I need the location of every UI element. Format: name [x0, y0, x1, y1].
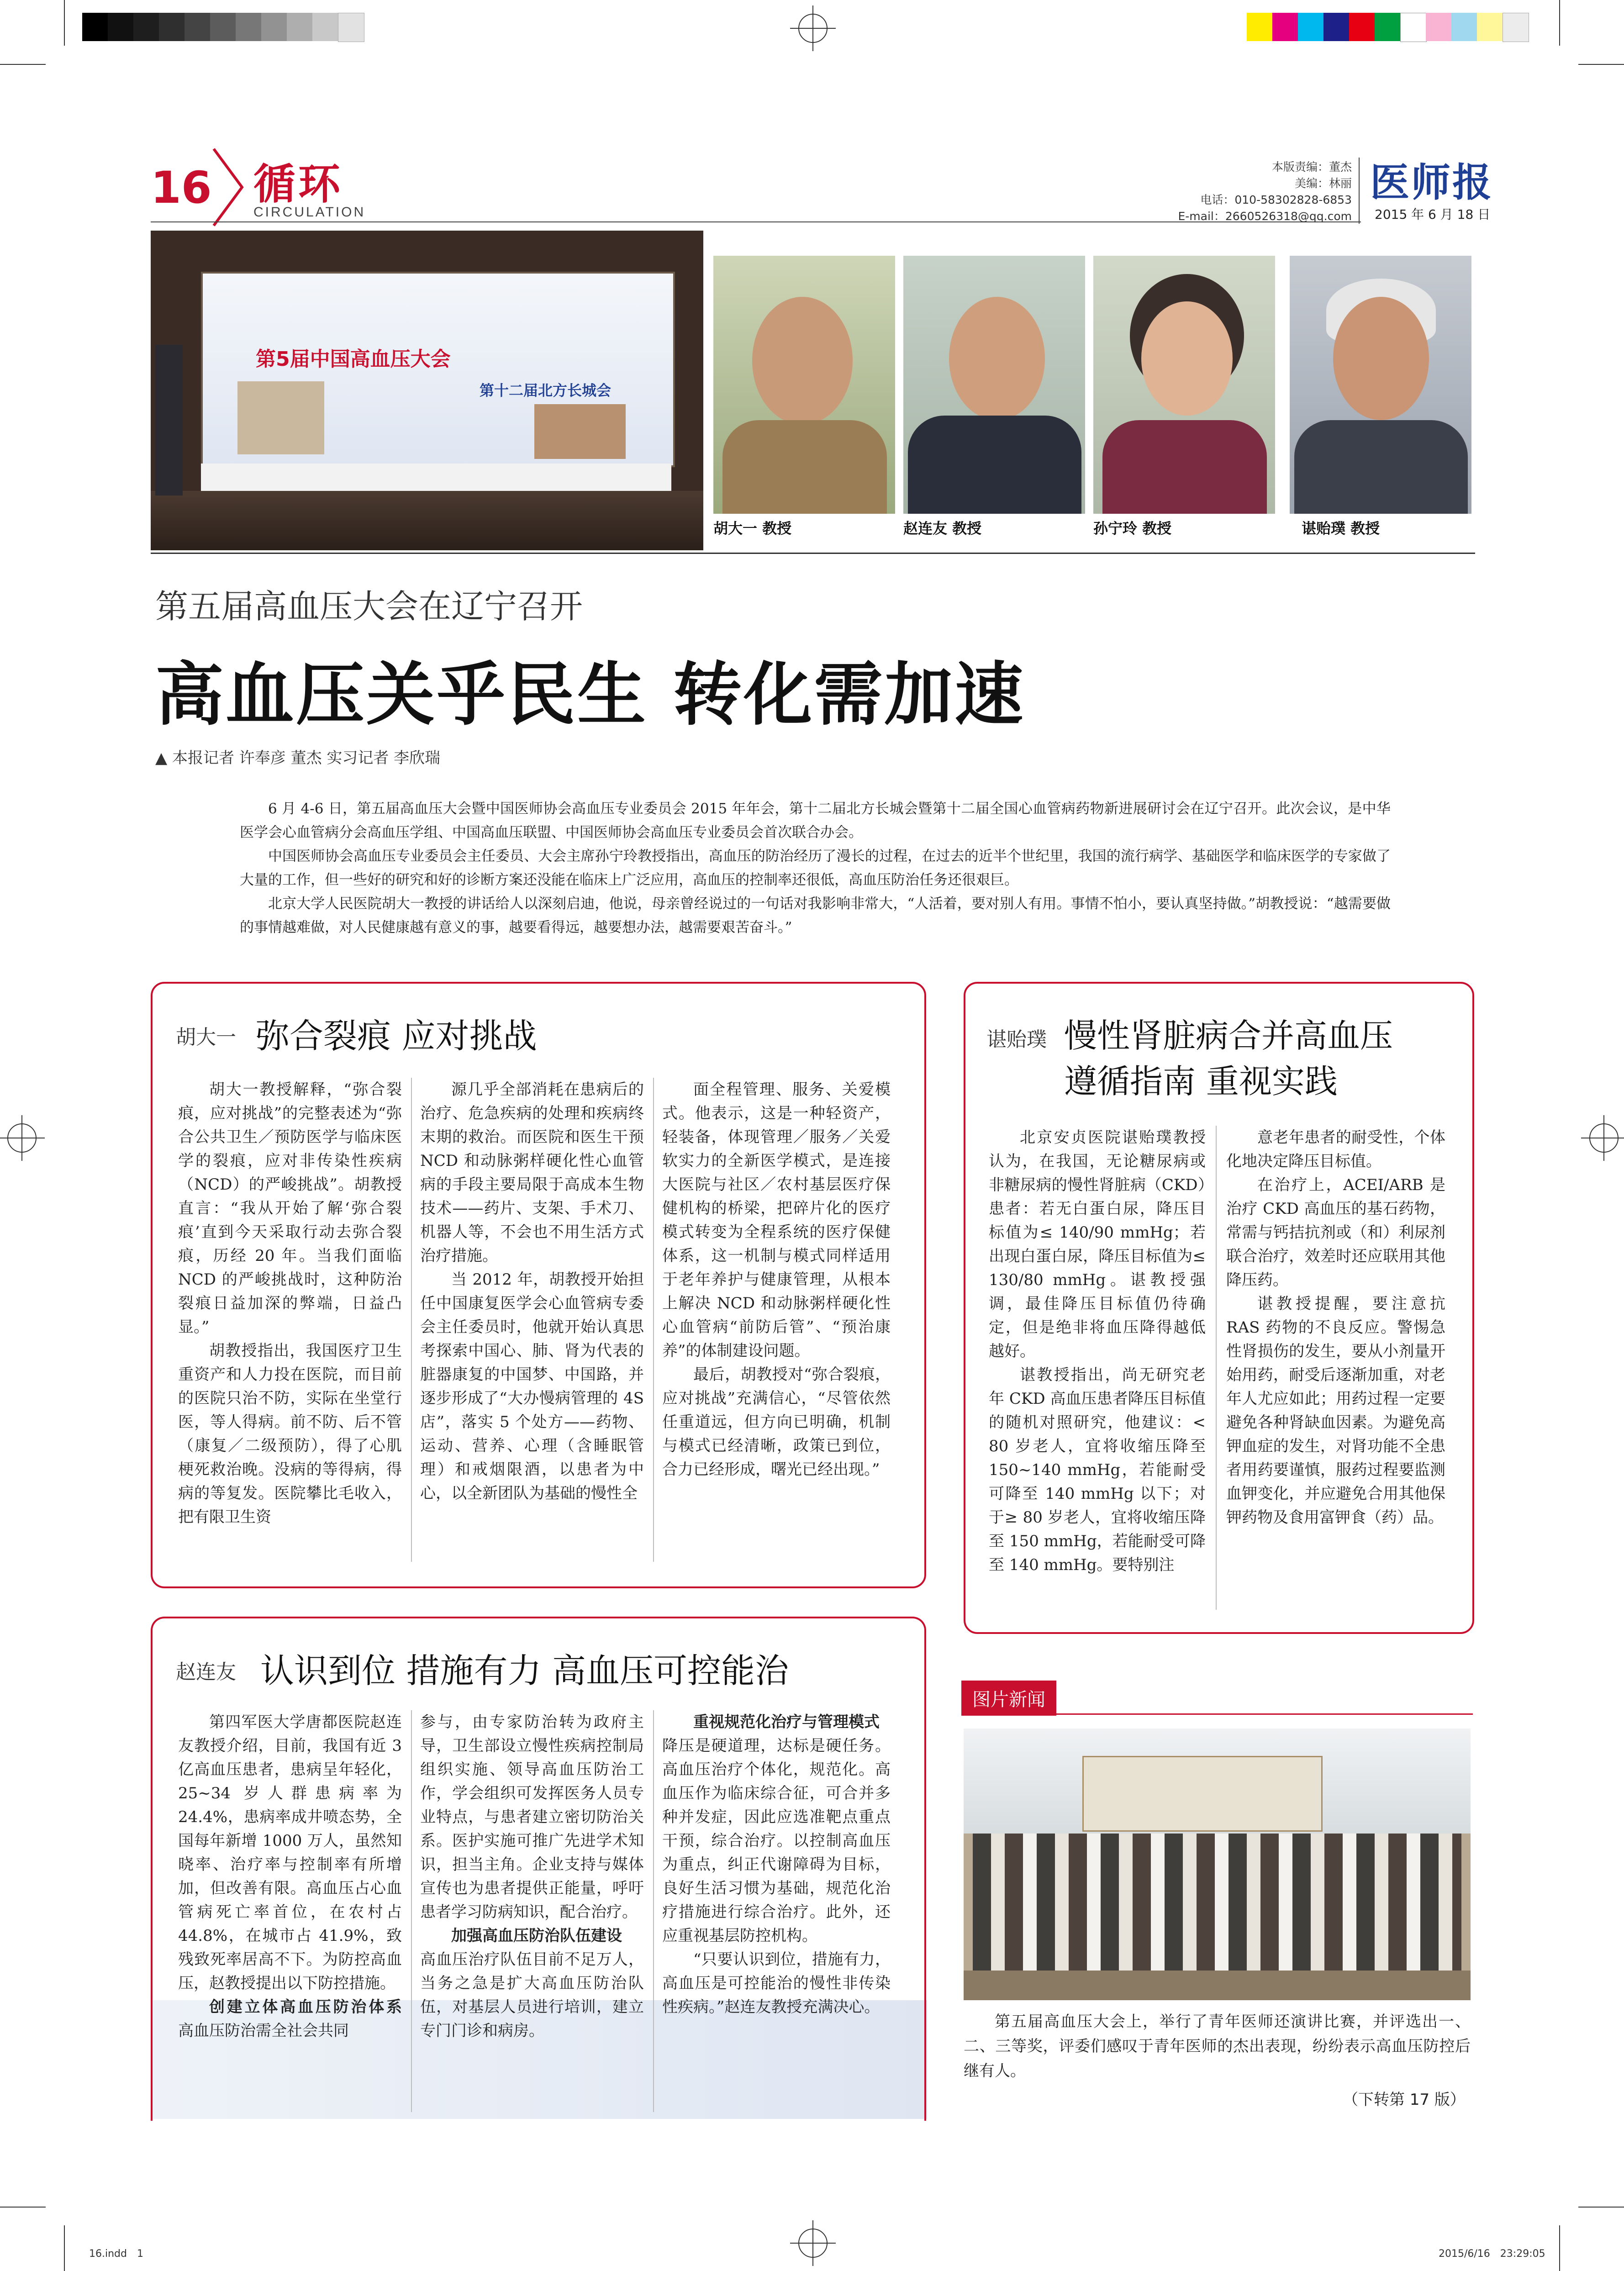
- photo-caption-text: 第五届高血压大会上，举行了青年医师还演讲比赛，并评选出一、二、三等奖，评委们感叹于青年医师的杰出表现，纷纷表示高血压防控后继有人。: [964, 2013, 1471, 2080]
- portrait-face: [949, 297, 1045, 420]
- portrait-face: [1333, 297, 1429, 420]
- continued-note: （下转第 17 版）: [1343, 2091, 1466, 2109]
- portrait-caption: 赵连友 教授: [903, 520, 982, 537]
- photo-rule: [151, 553, 1475, 554]
- column-divider: [411, 1710, 412, 2112]
- article-headline: 高血压关乎民生 转化需加速: [155, 655, 1025, 735]
- hu-paragraph: 当 2012 年，胡教授开始担任中国康复医学会心血管病专委会主任委员时，他就开始认真思考探索中国心、肺、肾为代表的脏器康复的中国梦、中国路，并逐步形成了“大办慢病管理的 4S 店”，落实 5 个处方——药物、运动、营养、心理（含睡眠管理）和戒烟限酒，以患者为中心，以全新团队为基础的慢性全: [420, 1270, 644, 1502]
- podium-table: [201, 464, 671, 491]
- hu-column-3: [662, 1078, 891, 1481]
- chen-name: 谌贻璞: [986, 1028, 1047, 1051]
- lead-paragraph: 北京大学人民医院胡大一教授的讲话给人以深刻启迪，他说，母亲曾经说过的一句话对我影响非常大，“人活着，要对别人有用。事情不怕小，要认真坚持做。”胡教授说：“越需要做的事情越难做，对人民健康越有意义的事，越要看得远，越要想办法，越需要艰苦奋斗。”: [240, 896, 1391, 936]
- article-lead: [240, 797, 1391, 939]
- editor-credit: 本版责编：董杰: [1271, 160, 1352, 174]
- hu-paragraph: 最后，胡教授对“弥合裂痕，应对挑战”充满信心，“尽管依然任重道远，但方向已明确，机制与模式已经清晰，政策已到位，合力已经形成，曙光已经出现。”: [662, 1365, 891, 1479]
- speaker-figure: [155, 345, 183, 495]
- chen-section-title-1: 慢性肾脏病合并高血压: [1064, 1017, 1393, 1055]
- chen-paragraph: 谌教授指出，尚无研究老年 CKD 高血压患者降压目标值的随机对照研究，他建议：< 80 岁老人，宜将收缩压降至 150~140 mmHg，若能耐受可降至 140 mmHg 以下；对于≥ 80 岁老人，宜将收缩压降至 150 mmHg，若能耐受可降至 140 mmHg。要特别注: [989, 1366, 1206, 1574]
- audience: [151, 491, 703, 550]
- crop-mark: [1578, 2207, 1624, 2208]
- column-divider: [653, 1078, 654, 1562]
- article-subtitle: 第五届高血压大会在辽宁召开: [155, 587, 583, 626]
- crop-mark: [1559, 2225, 1560, 2271]
- banner-building: [237, 381, 324, 454]
- portrait-chen: [1290, 256, 1471, 514]
- chen-section-title-2: 遵循指南 重视实践: [1064, 1062, 1338, 1101]
- chen-paragraph: 意老年患者的耐受性，个体化地决定降压目标值。: [1226, 1128, 1445, 1170]
- masthead-logo: 医师报: [1370, 159, 1493, 205]
- portrait-sun: [1093, 256, 1275, 514]
- chen-paragraph: 谌教授提醒，要注意抗 RAS 药物的不良反应。警惕急性肾损伤的发生，要从小剂量开始用药，耐受后逐渐加重，对老年人尤应如此；用药过程一定要避免各种肾缺血因素。为避免高钾血症的发生，对肾功能不全患者用药要谨慎，服药过程要监测血钾变化，并应避免合用其他保钾药物及食用富钾食（药）品。: [1226, 1295, 1445, 1527]
- zhao-paragraph: 高血压治疗队伍目前不足万人，当务之急是扩大高血压防治队伍，对基层人员进行培训，建立专门门诊和病房。: [420, 1950, 644, 2040]
- hu-paragraph: 源几乎全部消耗在患病后的治疗、危急疾病的处理和疾病终末期的救治。而医院和医生干预 NCD 和动脉粥样硬化性心血管病的手段主要局限于高成本生物技术——药片、支架、手术刀、机器人等，不会也不用生活方式治疗措施。: [420, 1080, 644, 1265]
- chen-paragraph: 在治疗上，ACEI/ARB 是治疗 CKD 高血压的基石药物，常需与钙拮抗剂或（和）利尿剂联合治疗，效差时还应联用其他降压药。: [1226, 1176, 1445, 1289]
- crop-mark: [1578, 64, 1624, 65]
- chen-column-2: [1226, 1126, 1445, 1529]
- portrait-suit: [908, 416, 1081, 514]
- hu-column-2: [420, 1078, 644, 1505]
- photo-news-rule: [961, 1713, 1473, 1715]
- portrait-face: [1141, 301, 1233, 416]
- email-credit: E-mail：2660526318@qq.com: [1178, 210, 1352, 223]
- crop-mark: [64, 0, 65, 46]
- crop-mark: [1559, 0, 1560, 46]
- zhao-paragraph: 第四军医大学唐都医院赵连友教授介绍，目前，我国有近 3 亿高血压患者，患病呈年轻化，25~34 岁人群患病率为 24.4%，患病率成井喷态势，全国每年新增 1000 万人，虽然知晓率、治疗率与控制率有所增加，但改善有限。高血压占心血管病死亡率首位，在农村占 44.8%，在城市占 41.9%，致残致死率居高不下。为防控高血压，赵教授提出以下防控措施。: [178, 1713, 402, 1992]
- zhao-subheading: 创建立体高血压防治体系: [209, 1998, 402, 2016]
- hu-column-1: [178, 1078, 402, 1529]
- hu-paragraph: 面全程管理、服务、关爱模式。他表示，这是一种轻资产，轻装备，体现管理／服务／关爱软实力的全新医学模式，是连接大医院与社区／农村基层医疗保健机构的桥梁，把碎片化的医疗模式转变为全程系统的医疗保健体系，这一机制与模式同样适用于老年养护与健康管理，从根本上解决 NCD 和动脉粥样硬化性心血管病“前防后管”、“预治康养”的体制建设问题。: [662, 1080, 891, 1360]
- group-photo-floor: [964, 1971, 1471, 2000]
- hu-paragraph: 胡教授指出，我国医疗卫生重资产和人力投在医院，而目前的医院只治不防，实际在坐堂行医，等人得病。前不防、后不管（康复／二级预防），得了心肌梗死救治晚。没病的等得病，得病的等复发。医院攀比毛收入，把有限卫生资: [178, 1342, 402, 1526]
- zhao-section-title: 认识到位 措施有力 高血压可控能治: [260, 1651, 789, 1691]
- group-photo: [964, 1728, 1471, 2000]
- section-title: 循环: [253, 159, 343, 209]
- header-date: 2015 年 6 月 18 日: [1375, 207, 1491, 222]
- registration-mark-bottom: [798, 2229, 828, 2258]
- chen-paragraph: 北京安贞医院谌贻璞教授认为，在我国，无论糖尿病或非糖尿病的慢性肾脏病（CKD）患者：若无白蛋白尿，降压目标值为≤ 140/90 mmHg；若出现白蛋白尿，降压目标值为≤ 130/80 mmHg。谌教授强调，最佳降压目标值仍待确定，但是绝非将血压降得越低越好。: [989, 1128, 1206, 1360]
- page-number: 16: [151, 162, 212, 213]
- conference-photo: [151, 231, 703, 550]
- footer-file: 16.indd 1: [89, 2248, 143, 2260]
- designer-credit: 美编：林丽: [1294, 177, 1352, 190]
- portrait-caption: 孙宁玲 教授: [1093, 520, 1172, 537]
- header-divider: [1359, 158, 1360, 224]
- zhao-subheading: 加强高血压防治队伍建设: [451, 1927, 622, 1945]
- header-chevron-icon: [210, 146, 247, 228]
- zhao-paragraph: “只要认识到位，措施有力，高血压是可控能治的慢性非传染性疾病。”赵连友教授充满决心。: [662, 1950, 891, 2016]
- zhao-subheading: 重视规范化治疗与管理模式: [693, 1713, 880, 1731]
- group-photo-people: [973, 1834, 1461, 1971]
- hu-name: 胡大一: [176, 1026, 236, 1049]
- conference-banner-subtitle: 第十二届北方长城会: [480, 382, 612, 399]
- lead-paragraph: 中国医师协会高血压专业委员会主任委员、大会主席孙宁玲教授指出，高血压的防治经历了漫长的过程，在过去的近半个世纪里，我国的流行病学、基础医学和临床医学的专家做了大量的工作，但一些好的研究和好的诊断方案还没能在临床上广泛应用，高血压的控制率还很低，高血压防治任务还很艰巨。: [240, 848, 1391, 888]
- zhao-subheading-text: 高血压防治需全社会共同: [178, 2022, 349, 2040]
- zhao-column-1: [178, 1710, 402, 2043]
- zhao-column-3: [662, 1710, 891, 2019]
- zhao-paragraph: 参与，由专家防治转为政府主导，卫生部设立慢性疾病控制局组织实施、领导高血压防治工作，学会组织可发挥医务人员专业特点，与患者建立密切防治关系。医护实施可推广先进学术知识，担当主角。企业支持与媒体宣传也为患者提供正能量，呼吁患者学习防病知识，配合治疗。: [420, 1713, 644, 1921]
- portrait-shirt: [722, 420, 887, 514]
- phone-credit: 电话：010-58302828-6853: [1200, 193, 1352, 206]
- registration-mark-top: [798, 14, 828, 43]
- portrait-face: [752, 297, 853, 425]
- column-divider: [411, 1078, 412, 1562]
- hu-section-title: 弥合裂痕 应对挑战: [256, 1017, 537, 1056]
- portrait-caption: 胡大一 教授: [713, 520, 792, 537]
- footer-timestamp: 2015/6/16 23:29:05: [1439, 2248, 1545, 2260]
- group-photo-banner: [1082, 1756, 1323, 1832]
- header-credits: [1151, 159, 1352, 225]
- lead-paragraph: 6 月 4-6 日，第五届高血压大会暨中国医师协会高血压专业委员会 2015 年年会，第十二届北方长城会暨第十二届全国心血管病药物新进展研讨会在辽宁召开。此次会议，是中华医学会心血管病分会高血压学组、中国高血压联盟、中国医师协会高血压专业委员会首次联合办会。: [240, 801, 1391, 841]
- article-byline: ▲ 本报记者 许奉彦 董杰 实习记者 李欣瑞: [155, 749, 441, 767]
- registration-mark-right: [1589, 1123, 1619, 1153]
- crop-mark: [0, 2207, 46, 2208]
- zhao-paragraph: [178, 1995, 402, 2043]
- zhao-name: 赵连友: [176, 1660, 236, 1684]
- portrait-suit: [1294, 420, 1468, 514]
- zhao-column-2: [420, 1710, 644, 2043]
- zhao-paragraph: 降压是硬道理，达标是硬任务。高血压治疗个体化，规范化。高血压作为临床综合征，可合并多种并发症，因此应选准靶点重点干预，综合治疗。以控制高血压为重点，纠正代谢障碍为目标，良好生活习惯为基础，规范化治疗措施进行综合治疗。此外，还应重视基层防控机构。: [662, 1737, 891, 1945]
- portrait-caption: 谌贻璞 教授: [1302, 520, 1380, 537]
- portrait-zhao: [903, 256, 1085, 514]
- crop-mark: [0, 64, 46, 65]
- banner-pagoda: [534, 404, 626, 459]
- conference-banner-title: 第5届中国高血压大会: [256, 348, 451, 371]
- photo-news-tag: 图片新闻: [961, 1681, 1056, 1716]
- registration-mark-left: [7, 1123, 37, 1153]
- portrait-hu: [713, 256, 895, 514]
- column-divider: [1216, 1126, 1217, 1610]
- photo-news-caption: [964, 2009, 1471, 2083]
- portrait-clothes: [1102, 420, 1267, 514]
- column-divider: [653, 1710, 654, 2112]
- chen-column-1: [989, 1126, 1206, 1577]
- section-subtitle: CIRCULATION: [253, 205, 366, 220]
- hu-paragraph: 胡大一教授解释，“弥合裂痕，应对挑战”的完整表述为“弥合公共卫生／预防医学与临床医学的裂痕，应对非传染性疾病（NCD）的严峻挑战”。胡教授直言：“我从开始了解‘弥合裂痕’直到今天采取行动去弥合裂痕，历经 20 年。当我们面临 NCD 的严峻挑战时，这种防治裂痕日益加深的弊端，日益凸显。”: [178, 1080, 402, 1336]
- crop-mark: [64, 2225, 65, 2271]
